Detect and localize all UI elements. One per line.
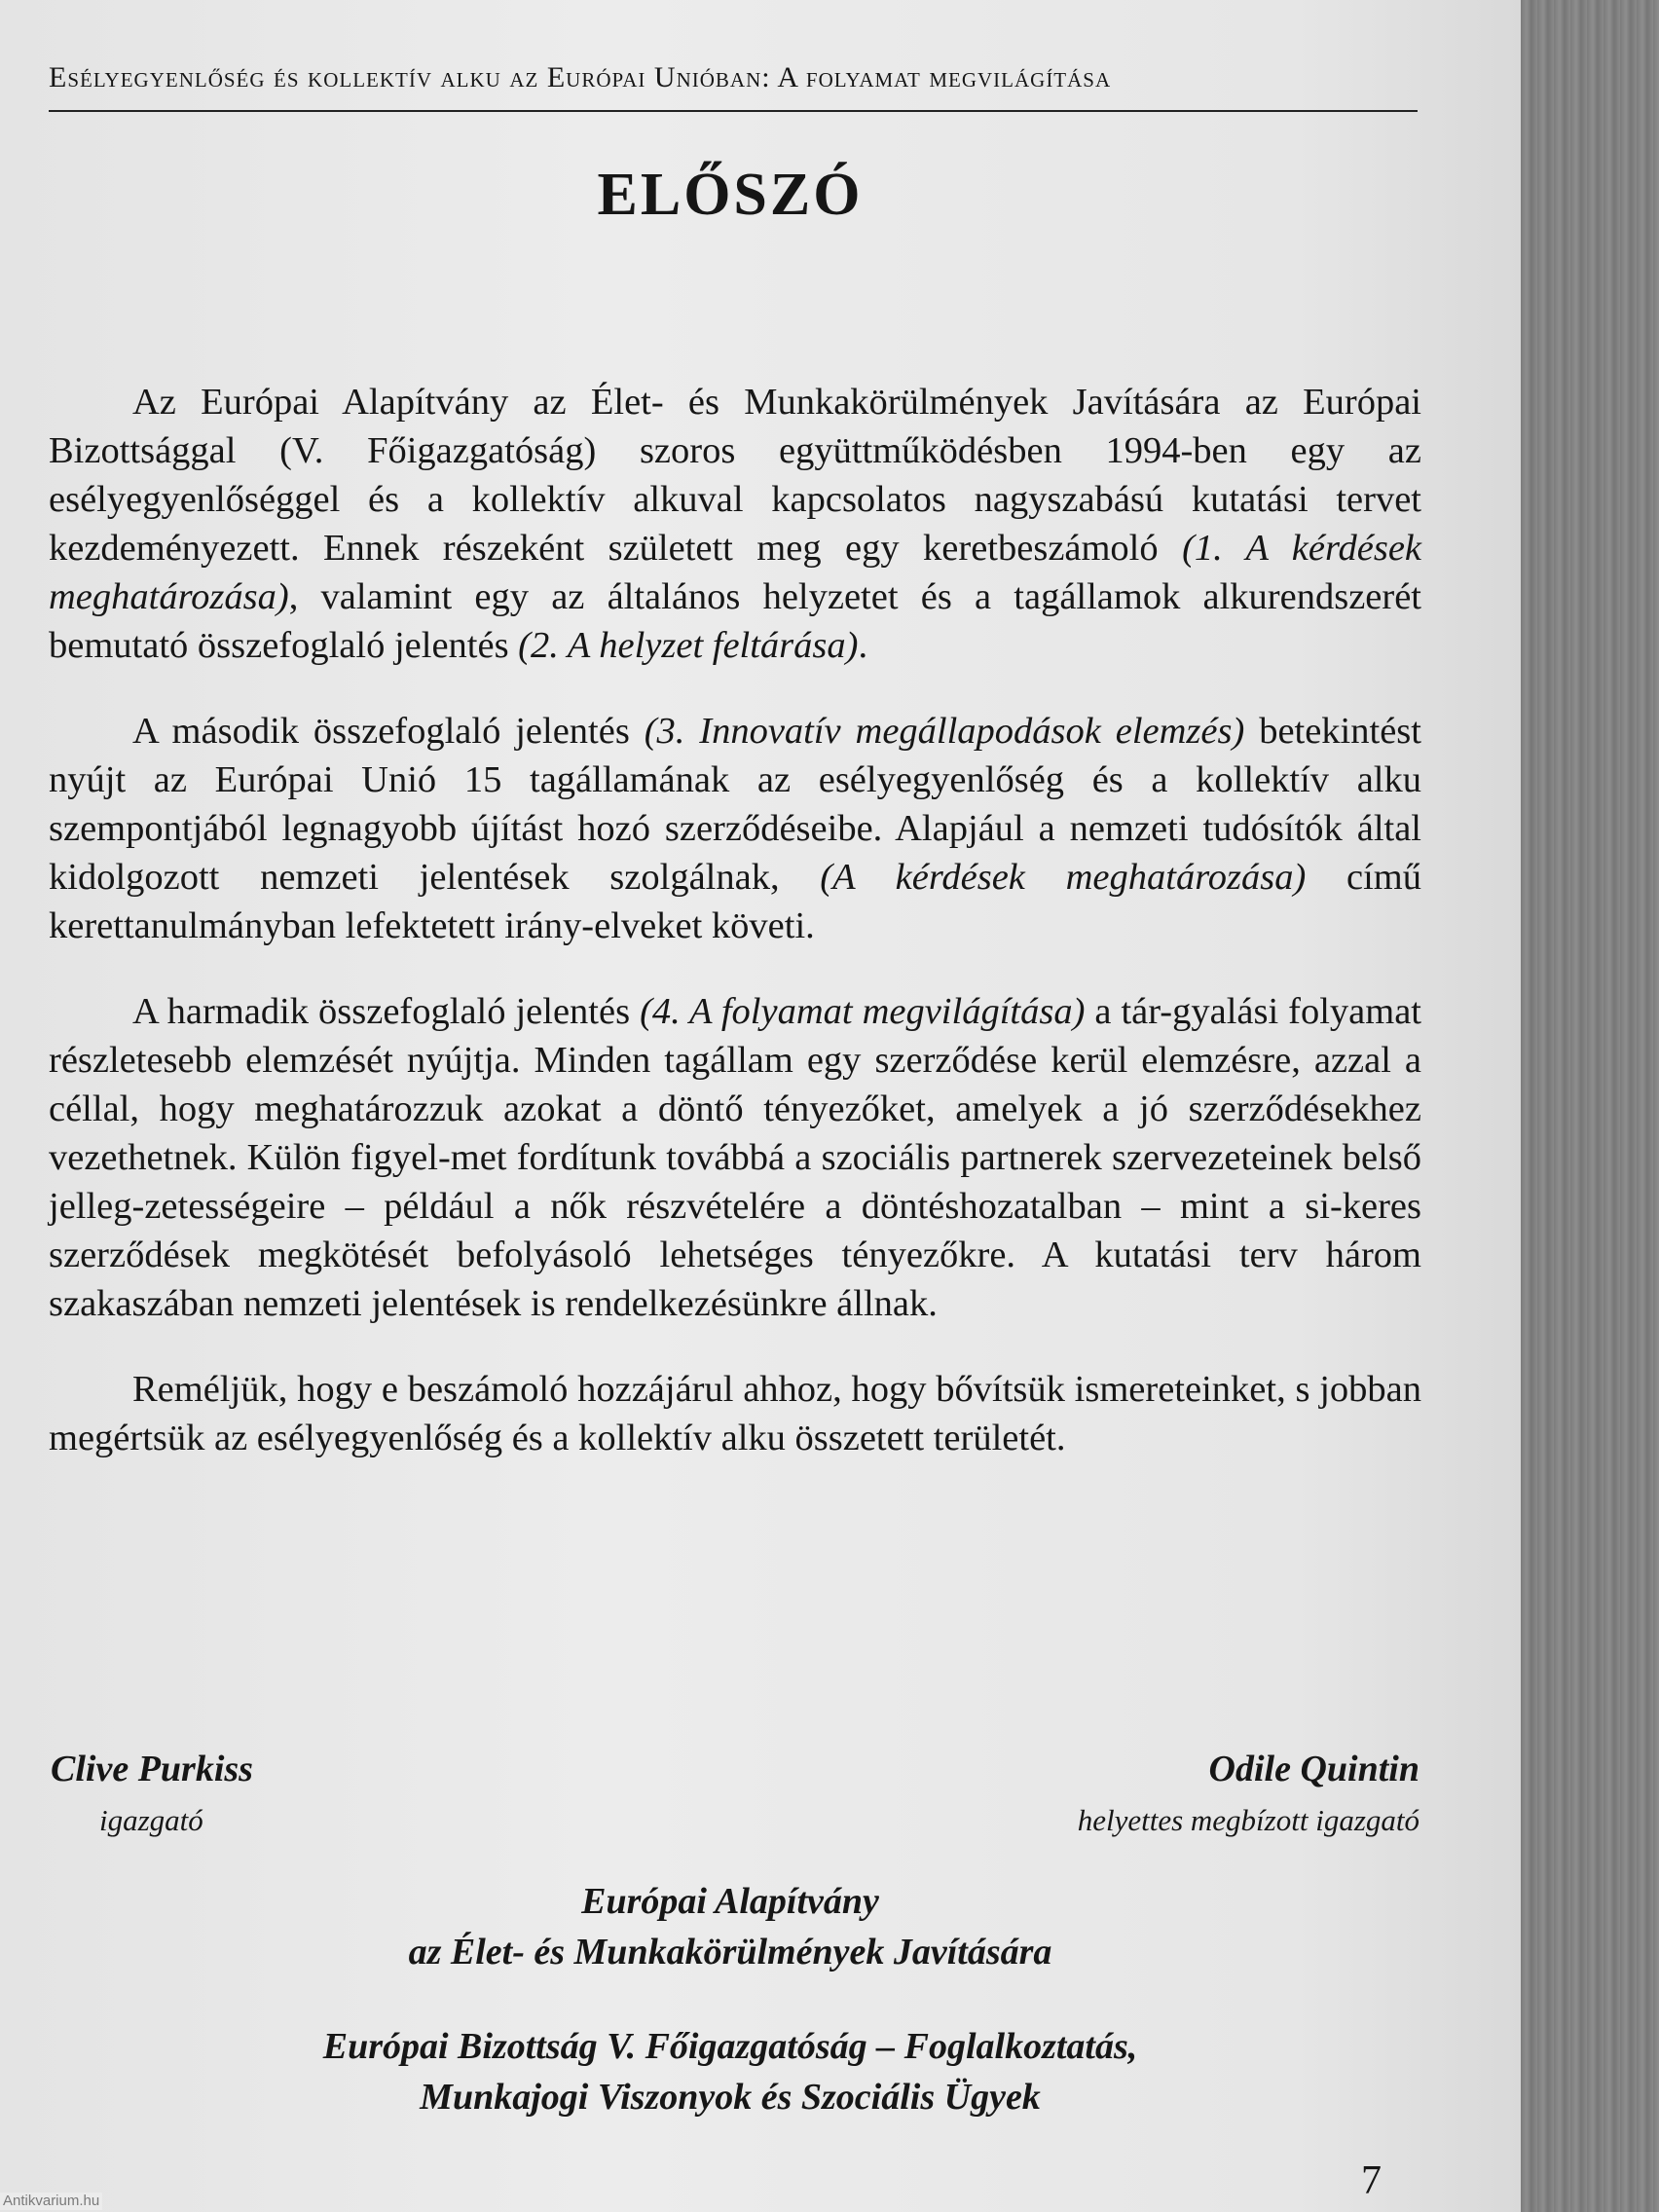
paragraph-3-text-b: a tár-gyalási folyamat részletesebb elemzését nyújtja. Minden tagállam egy szerződése kerül elemzésre, azzal a céllal, hogy meghatározzuk azokat a döntő tényezőket, amelyek a jó szerződésekhez vezethetnek. Külön figyel-met fordítunk továbbá a szociális partnerek szervezeteinek belső jelleg-zetességeire – például a nők részvételére a döntéshozatalban – mint a si-keres szerződések megkötését befolyásoló lehetséges tényezőkre. A kutatási terv három szakaszában nemzeti jelentések is rendelkezésünkre állnak. [49,991,1422,1324]
paragraph-2-italic-a: (3. Innovatív megállapodások elemzés) [644,711,1245,752]
paragraph-3-text-a: A harmadik összefoglaló jelentés [132,991,641,1032]
paragraph-2-text-a: A második összefoglaló jelentés [132,711,645,752]
signature-role-right: helyettes megbízott igazgató [1077,1803,1419,1837]
page-number: 7 [1361,2158,1382,2203]
paragraph-4: Reméljük, hogy e beszámoló hozzájárul ahhoz, hogy bővítsük ismereteinket, s jobban megértsük az esélyegyenlőség és a kollektív alku összetett területét. [49,1369,1421,1458]
paragraph-2 [49,707,1421,950]
paragraph-2-text-b: betekintést nyújt az Európai Unió 15 tagállamának az esélyegyenlőség és a kollektív alku szempontjából legnagyobb újítást hozó szerződéseibe. Alapjául a nemzeti tudósítók által kidolgozott nemzeti jelentések szolgálnak, [49,711,1421,898]
running-header: Esélyegyenlőség és kollektív alku az Európai Unióban: A folyamat megvilágítása [49,61,1112,93]
organization-2-line-2: Munkajogi Viszonyok és Szociális Ügyek [420,2077,1041,2118]
paragraph-1 [49,378,1421,670]
paragraph-1-text-b: , valamint egy az általános helyzetet és a tagállamok alkurendszerét bemutató összefoglaló jelentés [49,576,1421,666]
paragraph-1-italic-b: (2. A helyzet feltárása) [518,625,859,666]
paragraph-2-text-c: című kerettanulmányban lefektetett irány-elveket követi. [49,857,1421,946]
watermark-text: Antikvarium.hu [0,2193,102,2210]
body-text [49,378,1421,1499]
organization-2-line-1: Európai Bizottság V. Főigazgatóság – Foglalkoztatás, [322,2026,1138,2067]
paragraph-2-italic-b: (A kérdések meghatározása) [820,857,1307,898]
signature-role-left: igazgató [99,1803,203,1837]
paragraph-1-italic-a: (1. A kérdések meghatározása) [49,528,1421,617]
paragraph-1-text-c: . [858,625,868,666]
signature-name-right: Odile Quintin [1208,1749,1419,1789]
paragraph-3-italic-a: (4. A folyamat megvilágítása) [640,991,1086,1032]
signature-name-left: Clive Purkiss [51,1749,253,1789]
page-stack-edge [1521,0,1659,2212]
organization-1-line-2: az Élet- és Munkakörülmények Javítására [408,1932,1052,1972]
page-title: ELŐSZÓ [597,162,864,228]
organization-1-line-1: Európai Alapítvány [581,1881,879,1922]
paragraph-1-text-a: Az Európai Alapítvány az Élet- és Munkakörülmények Javítására az Európai Bizottsággal (V. Főigazgatóság) szoros együttműködésben 1994-ben egy az esélyegyenlőséggel és a kollektív alkuval kapcsolatos nagyszabású kutatási tervet kezdeményezett. Ennek részeként született meg egy keretbeszámoló [49,382,1421,569]
header-rule [49,110,1418,112]
paragraph-3 [49,987,1421,1328]
